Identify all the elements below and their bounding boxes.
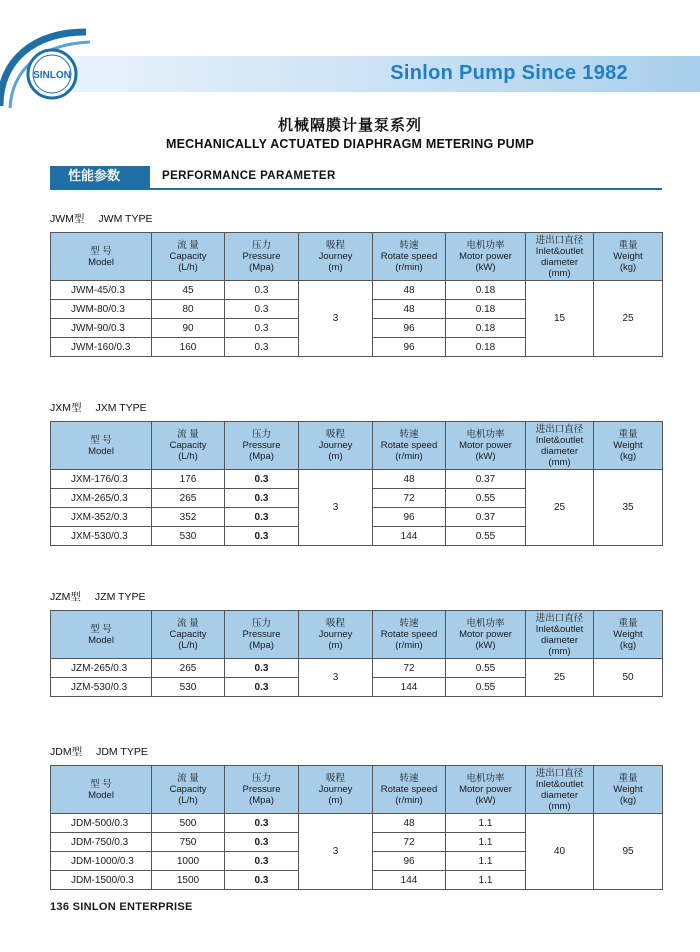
column-header-unit: (L/h) (178, 451, 198, 462)
model-cell: JDM-1000/0.3 (51, 852, 152, 871)
column-header-en2: diameter (541, 256, 578, 268)
weight-cell: 95 (594, 814, 663, 890)
column-header-unit: (r/min) (395, 451, 423, 462)
column-header-cn: 型 号 (90, 434, 112, 446)
column-header (152, 422, 225, 470)
column-header (152, 233, 225, 281)
diameter-cell: 25 (526, 470, 594, 546)
column-header-cn: 吸程 (325, 773, 345, 784)
column-header-cn: 流 量 (177, 618, 199, 629)
column-header-unit: (Mpa) (249, 795, 274, 806)
pressure-cell: 0.3 (225, 319, 299, 338)
column-header-unit: (kW) (475, 795, 496, 806)
column-header (373, 611, 446, 659)
column-header-unit: (Mpa) (249, 640, 274, 651)
power-cell: 0.37 (446, 470, 526, 489)
power-cell: 0.18 (446, 281, 526, 300)
type-label-cn: JZM型 (50, 591, 81, 603)
column-header-en: Pressure (242, 784, 281, 795)
model-cell: JWM-45/0.3 (51, 281, 152, 300)
column-header-en: Journey (318, 629, 353, 640)
pressure-cell: 0.3 (225, 814, 299, 833)
power-cell: 0.37 (446, 508, 526, 527)
column-header-cn: 压力 (251, 240, 271, 251)
diameter-cell: 40 (526, 814, 594, 890)
type-label-cn: JWM型 (50, 213, 85, 225)
column-header-cn: 转速 (399, 773, 419, 784)
power-cell: 0.18 (446, 338, 526, 357)
column-header-unit: (mm) (548, 456, 571, 468)
column-header-cn: 转速 (399, 429, 419, 440)
speed-cell: 96 (373, 338, 446, 357)
capacity-cell: 45 (152, 281, 225, 300)
column-header (299, 233, 373, 281)
pressure-cell: 0.3 (225, 678, 299, 697)
column-header-en2: diameter (541, 634, 578, 646)
pressure-cell: 0.3 (225, 508, 299, 527)
header-row (51, 766, 663, 814)
column-header-cn: 进出口直径 (535, 612, 584, 624)
column-header-en: Weight (613, 784, 643, 795)
speed-cell: 48 (373, 281, 446, 300)
column-header-en: Journey (318, 440, 353, 451)
column-header-unit: (L/h) (178, 640, 198, 651)
model-cell: JDM-1500/0.3 (51, 871, 152, 890)
power-cell: 1.1 (446, 871, 526, 890)
column-header-cn: 电机功率 (466, 773, 505, 784)
column-header-en: Capacity (169, 784, 207, 795)
model-cell: JXM-352/0.3 (51, 508, 152, 527)
column-header-cn: 转速 (399, 240, 419, 251)
column-header-unit: (mm) (548, 800, 571, 812)
capacity-cell: 265 (152, 489, 225, 508)
section-header (50, 166, 662, 190)
column-header-en: Weight (613, 629, 643, 640)
column-header (526, 233, 594, 281)
power-cell: 1.1 (446, 852, 526, 871)
column-header (446, 422, 526, 470)
page-title-en: MECHANICALLY ACTUATED DIAPHRAGM METERING PUMP (165, 137, 535, 151)
model-cell: JZM-265/0.3 (51, 659, 152, 678)
power-cell: 0.55 (446, 489, 526, 508)
power-cell: 1.1 (446, 814, 526, 833)
column-header-unit: (mm) (548, 645, 571, 657)
column-header-en: Model (88, 634, 114, 646)
type-label (50, 400, 147, 415)
column-header-en: Capacity (169, 629, 207, 640)
column-header-unit: (kg) (619, 451, 637, 462)
column-header (225, 611, 299, 659)
header-row (51, 611, 663, 659)
column-header (594, 422, 663, 470)
column-header (152, 611, 225, 659)
model-cell: JWM-160/0.3 (51, 338, 152, 357)
speed-cell: 96 (373, 319, 446, 338)
column-header-unit: (m) (328, 640, 343, 651)
model-cell: JWM-90/0.3 (51, 319, 152, 338)
table-row (51, 659, 663, 678)
column-header-cn: 型 号 (90, 623, 112, 635)
column-header-cn: 进出口直径 (535, 423, 584, 435)
type-label-cn: JDM型 (50, 746, 83, 758)
column-header-en: Model (88, 256, 114, 268)
model-cell: JDM-750/0.3 (51, 833, 152, 852)
type-label-en: JZM TYPE (94, 591, 146, 603)
column-header-en: Inlet&outlet (535, 245, 584, 257)
capacity-cell: 352 (152, 508, 225, 527)
column-header-cn: 重量 (618, 773, 638, 784)
journey-cell: 3 (299, 470, 373, 546)
column-header-cn: 进出口直径 (535, 234, 584, 246)
capacity-cell: 1500 (152, 871, 225, 890)
column-header (225, 233, 299, 281)
column-header (526, 766, 594, 814)
column-header-unit: (kW) (475, 451, 496, 462)
model-cell: JWM-80/0.3 (51, 300, 152, 319)
type-label-cn: JXM型 (50, 402, 82, 414)
sinlon-logo (0, 20, 102, 116)
column-header (446, 611, 526, 659)
spec-table (50, 232, 663, 357)
section-tab: 性能参数 (50, 166, 150, 188)
column-header-unit: (Mpa) (249, 262, 274, 273)
column-header-cn: 重量 (618, 618, 638, 629)
column-header-en: Motor power (459, 440, 512, 451)
column-header-en: Motor power (459, 251, 512, 262)
spec-table (50, 765, 663, 890)
speed-cell: 144 (373, 527, 446, 546)
type-label (50, 744, 148, 759)
speed-cell: 48 (373, 300, 446, 319)
speed-cell: 72 (373, 833, 446, 852)
pressure-cell: 0.3 (225, 300, 299, 319)
power-cell: 0.18 (446, 319, 526, 338)
speed-cell: 144 (373, 678, 446, 697)
column-header (373, 233, 446, 281)
column-header-cn: 吸程 (325, 618, 345, 629)
speed-cell: 48 (373, 470, 446, 489)
column-header-en: Rotate speed (380, 251, 438, 262)
column-header-unit: (mm) (548, 267, 571, 279)
column-header-unit: (kg) (619, 262, 637, 273)
page-header (0, 0, 700, 110)
column-header-en: Weight (613, 440, 643, 451)
column-header-en: Weight (613, 251, 643, 262)
capacity-cell: 750 (152, 833, 225, 852)
column-header-cn: 压力 (251, 773, 271, 784)
column-header-en: Journey (318, 784, 353, 795)
table-row (51, 470, 663, 489)
section-label: PERFORMANCE PARAMETER (162, 170, 336, 182)
pressure-cell: 0.3 (225, 527, 299, 546)
column-header-unit: (m) (328, 795, 343, 806)
speed-cell: 144 (373, 871, 446, 890)
column-header-en: Inlet&outlet (535, 434, 584, 446)
column-header (594, 766, 663, 814)
speed-cell: 96 (373, 508, 446, 527)
section-divider (50, 188, 662, 190)
speed-cell: 48 (373, 814, 446, 833)
power-cell: 0.55 (446, 678, 526, 697)
capacity-cell: 160 (152, 338, 225, 357)
column-header-unit: (L/h) (178, 262, 198, 273)
speed-cell: 72 (373, 659, 446, 678)
speed-cell: 96 (373, 852, 446, 871)
column-header (299, 766, 373, 814)
column-header-cn: 压力 (251, 429, 271, 440)
speed-cell: 72 (373, 489, 446, 508)
column-header-en2: diameter (541, 789, 578, 801)
page-footer (50, 901, 193, 913)
column-header-en: Capacity (169, 251, 207, 262)
column-header-en: Pressure (242, 629, 281, 640)
brand-slogan: Sinlon Pump Since 1982 (390, 62, 628, 84)
column-header-cn: 型 号 (90, 778, 112, 790)
column-header (225, 422, 299, 470)
weight-cell: 35 (594, 470, 663, 546)
column-header-unit: (m) (328, 451, 343, 462)
capacity-cell: 530 (152, 678, 225, 697)
column-header-en: Motor power (459, 784, 512, 795)
column-header-en: Inlet&outlet (535, 623, 584, 635)
column-header-unit: (r/min) (395, 640, 423, 651)
type-label-en: JWM TYPE (98, 213, 153, 225)
column-header-cn: 流 量 (177, 773, 199, 784)
pressure-cell: 0.3 (225, 659, 299, 678)
column-header-en: Rotate speed (380, 784, 438, 795)
type-label-en: JXM TYPE (95, 402, 147, 414)
capacity-cell: 90 (152, 319, 225, 338)
column-header-cn: 转速 (399, 618, 419, 629)
column-header-cn: 型 号 (90, 245, 112, 257)
journey-cell: 3 (299, 281, 373, 357)
column-header-cn: 电机功率 (466, 429, 505, 440)
column-header (225, 766, 299, 814)
column-header-cn: 吸程 (325, 429, 345, 440)
column-header-unit: (kg) (619, 795, 637, 806)
column-header (594, 611, 663, 659)
column-header (152, 766, 225, 814)
column-header-en: Capacity (169, 440, 207, 451)
column-header (446, 766, 526, 814)
column-header (299, 422, 373, 470)
column-header-unit: (r/min) (395, 795, 423, 806)
column-header (446, 233, 526, 281)
spec-table (50, 610, 663, 697)
model-cell: JZM-530/0.3 (51, 678, 152, 697)
column-header-en: Pressure (242, 440, 281, 451)
capacity-cell: 530 (152, 527, 225, 546)
footer-company: SINLON ENTERPRISE (72, 901, 193, 913)
journey-cell: 3 (299, 659, 373, 697)
type-label-en: JDM TYPE (96, 746, 148, 758)
model-cell: JXM-176/0.3 (51, 470, 152, 489)
column-header (526, 422, 594, 470)
column-header-en: Rotate speed (380, 440, 438, 451)
pressure-cell: 0.3 (225, 833, 299, 852)
column-header-unit: (kW) (475, 262, 496, 273)
capacity-cell: 500 (152, 814, 225, 833)
page-number: 136 (50, 901, 70, 913)
column-header (594, 233, 663, 281)
column-header-en2: diameter (541, 445, 578, 457)
diameter-cell: 25 (526, 659, 594, 697)
page-title-cn: 机械隔膜计量泵系列 (277, 116, 422, 134)
column-header-unit: (kW) (475, 640, 496, 651)
power-cell: 0.18 (446, 300, 526, 319)
pressure-cell: 0.3 (225, 470, 299, 489)
power-cell: 0.55 (446, 659, 526, 678)
journey-cell: 3 (299, 814, 373, 890)
column-header-cn: 电机功率 (466, 240, 505, 251)
spec-table (50, 421, 663, 546)
pressure-cell: 0.3 (225, 871, 299, 890)
weight-cell: 25 (594, 281, 663, 357)
weight-cell: 50 (594, 659, 663, 697)
pressure-cell: 0.3 (225, 338, 299, 357)
table-row (51, 814, 663, 833)
pressure-cell: 0.3 (225, 852, 299, 871)
column-header-en: Inlet&outlet (535, 778, 584, 790)
column-header-cn: 重量 (618, 240, 638, 251)
column-header-cn: 进出口直径 (535, 767, 584, 779)
model-cell: JDM-500/0.3 (51, 814, 152, 833)
capacity-cell: 80 (152, 300, 225, 319)
column-header-en: Pressure (242, 251, 281, 262)
pressure-cell: 0.3 (225, 281, 299, 300)
model-cell: JXM-530/0.3 (51, 527, 152, 546)
diameter-cell: 15 (526, 281, 594, 357)
power-cell: 0.55 (446, 527, 526, 546)
column-header-unit: (r/min) (395, 262, 423, 273)
column-header (51, 233, 152, 281)
column-header (373, 422, 446, 470)
column-header-cn: 流 量 (177, 240, 199, 251)
header-row (51, 422, 663, 470)
type-label (50, 589, 145, 604)
column-header-unit: (kg) (619, 640, 637, 651)
column-header (51, 611, 152, 659)
column-header-en: Motor power (459, 629, 512, 640)
column-header-unit: (Mpa) (249, 451, 274, 462)
capacity-cell: 265 (152, 659, 225, 678)
header-row (51, 233, 663, 281)
column-header (373, 766, 446, 814)
table-row (51, 281, 663, 300)
column-header (526, 611, 594, 659)
column-header-unit: (L/h) (178, 795, 198, 806)
column-header-cn: 流 量 (177, 429, 199, 440)
column-header-unit: (m) (328, 262, 343, 273)
capacity-cell: 176 (152, 470, 225, 489)
column-header-cn: 重量 (618, 429, 638, 440)
column-header-en: Rotate speed (380, 629, 438, 640)
pressure-cell: 0.3 (225, 489, 299, 508)
column-header (299, 611, 373, 659)
column-header-cn: 吸程 (325, 240, 345, 251)
column-header-en: Model (88, 789, 114, 801)
column-header-en: Model (88, 445, 114, 457)
capacity-cell: 1000 (152, 852, 225, 871)
type-label (50, 211, 152, 226)
column-header (51, 422, 152, 470)
column-header-cn: 压力 (251, 618, 271, 629)
power-cell: 1.1 (446, 833, 526, 852)
model-cell: JXM-265/0.3 (51, 489, 152, 508)
column-header-en: Journey (318, 251, 353, 262)
logo-text: SINLON (33, 70, 71, 81)
column-header-cn: 电机功率 (466, 618, 505, 629)
column-header (51, 766, 152, 814)
